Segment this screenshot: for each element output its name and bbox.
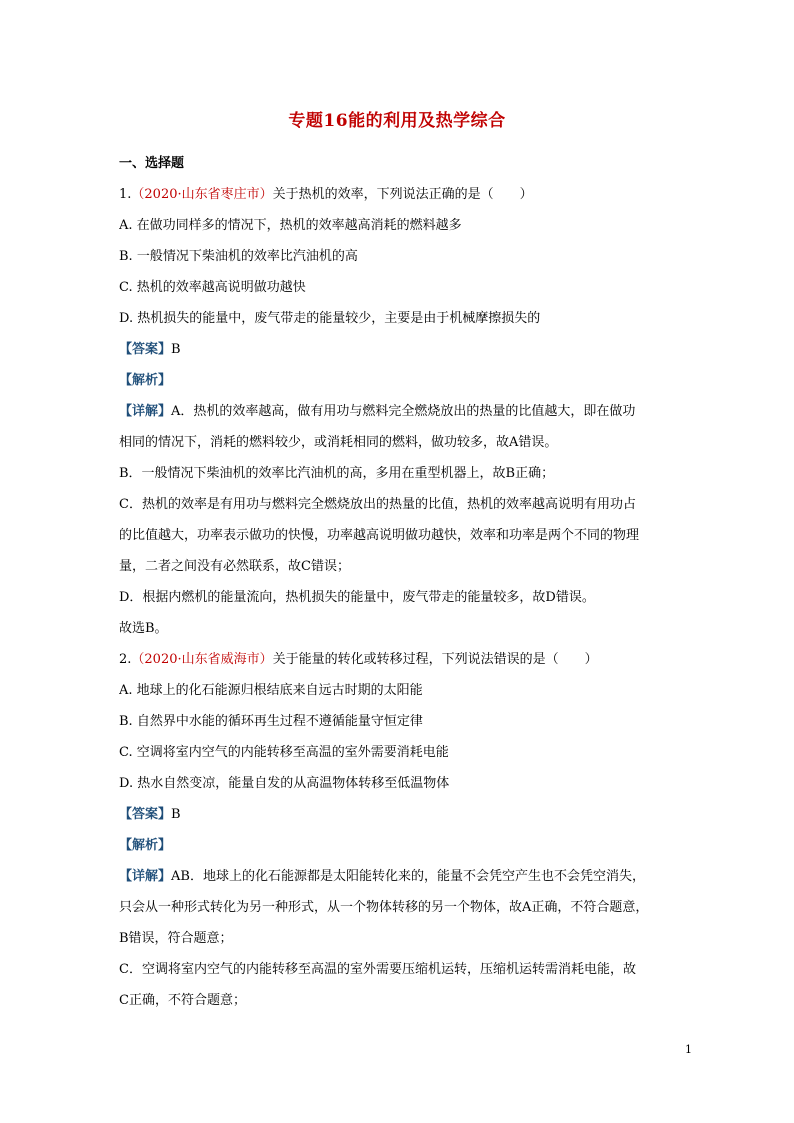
analysis-tag: 【解析】 <box>119 373 172 388</box>
detail-line: 故选B。 <box>119 621 168 636</box>
detail-line: 的比值越大，功率表示做功的快慢，功率越高说明做功越快，效率和功率是两个不同的物理 <box>119 528 640 543</box>
answer-line <box>119 334 679 365</box>
detail-line: 只会从一种形式转化为另一种形式，从一个物体转移的另一个物体，故A正确，不符合题意， <box>119 900 649 915</box>
answer-tag: 【答案】 <box>119 342 172 357</box>
detail-tag: 【详解】 <box>119 404 172 419</box>
option-b: B. 一般情况下柴油机的效率比汽油机的高 <box>119 249 358 264</box>
question-number: 2. <box>119 652 132 667</box>
detail-line: D．根据内燃机的能量流向，热机损失的能量中，废气带走的能量较多，故D错误。 <box>119 590 595 605</box>
detail-line: B错误，符合题意； <box>119 931 233 946</box>
section-heading: 一、选择题 <box>119 156 185 171</box>
option-c: C. 热机的效率越高说明做功越快 <box>119 280 306 295</box>
answer-value: B <box>171 807 181 822</box>
answer-tag: 【答案】 <box>119 807 172 822</box>
option-b: B. 自然界中水能的循环再生过程不遵循能量守恒定律 <box>119 714 423 729</box>
analysis-tag: 【解析】 <box>119 838 172 853</box>
detail-text: A．热机的效率越高，做有用功与燃料完全燃烧放出的热量的比值越大，即在做功 <box>171 404 636 419</box>
detail-text: AB．地球上的化石能源都是太阳能转化来的，能量不会凭空产生也不会凭空消失， <box>171 869 645 884</box>
detail-line: 量，二者之间没有必然联系，故C错误； <box>119 559 350 574</box>
detail-line: C．空调将室内空气的内能转移至高温的室外需要压缩机运转，压缩机运转需消耗电能，故 <box>119 962 636 977</box>
page-number: 1 <box>685 1043 692 1056</box>
option-a: A. 在做功同样多的情况下，热机的效率越高消耗的燃料越多 <box>119 218 462 233</box>
detail-line <box>119 396 679 427</box>
detail-line <box>119 861 679 892</box>
page-title: 专题16能的利用及热学综合 <box>288 111 506 131</box>
detail-line: 相同的情况下，消耗的燃料较少，或消耗相同的燃料，做功较多，故A错误。 <box>119 435 558 450</box>
question-stem: 关于能量的转化或转移过程，下列说法错误的是（ ） <box>272 652 598 667</box>
question-1-stem-line <box>119 179 679 210</box>
detail-line: B．一般情况下柴油机的效率比汽油机的高，多用在重型机器上，故B正确； <box>119 466 555 481</box>
question-number: 1. <box>119 187 132 202</box>
option-d: D. 热机损失的能量中，废气带走的能量较少，主要是由于机械摩擦损失的 <box>119 311 541 326</box>
option-a: A. 地球上的化石能源归根结底来自远古时期的太阳能 <box>119 683 423 698</box>
question-source: （2020·山东省枣庄市） <box>131 187 273 202</box>
question-2-stem-line <box>119 644 679 675</box>
answer-value: B <box>171 342 181 357</box>
option-d: D. 热水自然变凉，能量自发的从高温物体转移至低温物体 <box>119 776 450 791</box>
detail-line: C．热机的效率是有用功与燃料完全燃烧放出的热量的比值，热机的效率越高说明有用功占 <box>119 497 636 512</box>
question-stem: 关于热机的效率，下列说法正确的是（ ） <box>272 187 533 202</box>
answer-line <box>119 799 679 830</box>
detail-tag: 【详解】 <box>119 869 172 884</box>
detail-line: C正确，不符合题意； <box>119 993 246 1008</box>
document-body <box>119 148 679 1016</box>
question-source: （2020·山东省威海市） <box>131 652 273 667</box>
option-c: C. 空调将室内空气的内能转移至高温的室外需要消耗电能 <box>119 745 449 760</box>
